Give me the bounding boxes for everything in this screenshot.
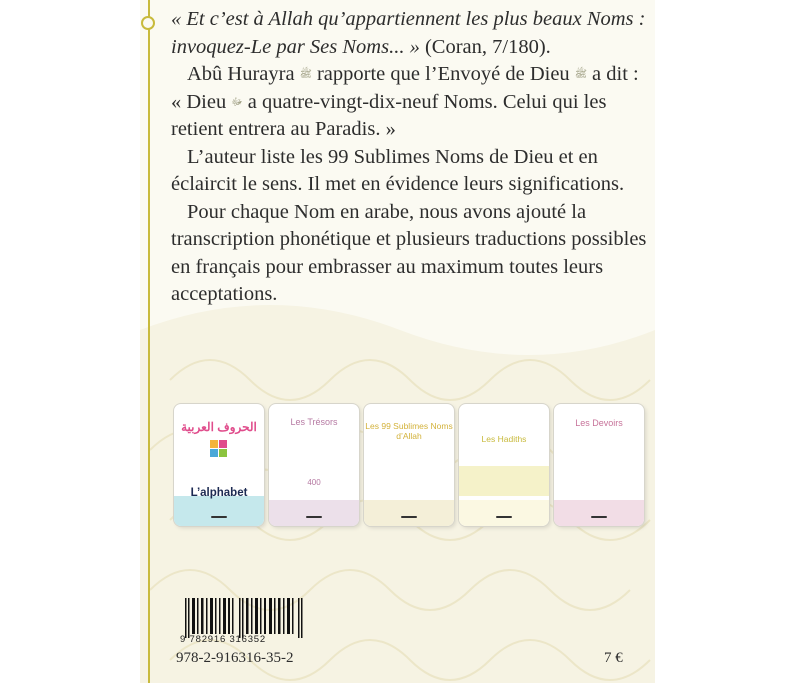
book-thumbnail-99-noms: [364, 404, 454, 526]
book-number: 400: [307, 478, 321, 487]
publisher-logo-icon: [591, 516, 607, 518]
book-arabic-title: الحروف العربية: [181, 420, 257, 434]
book-color-band: [554, 500, 644, 526]
publisher-logo-icon: [306, 516, 322, 518]
hadith-text: rapporte que l’Envoyé de Dieu: [311, 63, 570, 85]
book-title: Les Hadiths: [481, 434, 527, 444]
honorific-icon: ﷺ: [299, 69, 312, 80]
hadith-paragraph: [171, 61, 651, 144]
book-thumbnail-alphabet: [174, 404, 264, 526]
quran-quote: « Et c’est à Allah qu’appartiennent les plus beaux Noms : invoquez-Le par Ses Noms... »: [171, 8, 646, 58]
hadith-text: a dit : « Dieu: [171, 63, 639, 113]
book-series-thumbnails: [170, 404, 630, 529]
quran-reference: (Coran, 7/180).: [419, 35, 551, 58]
publisher-logo-icon: [496, 516, 512, 518]
book-thumbnail-tresors: [269, 404, 359, 526]
publisher-logo-icon: [211, 516, 227, 518]
book-title: Les Devoirs: [575, 418, 623, 428]
honorific-icon: ﷺ: [574, 69, 587, 80]
book-thumbnail-hadiths: [459, 404, 549, 526]
honorific-icon: ﷻ: [231, 96, 243, 108]
hadith-text: a quatre-vingt-dix-neuf Noms. Celui qui les retient entrera au Paradis. »: [171, 90, 607, 140]
barcode-icon: [183, 598, 305, 638]
quran-quote-paragraph: [171, 6, 651, 61]
book-thumbnail-devoirs: [554, 404, 644, 526]
book-color-block: [459, 466, 549, 496]
author-paragraph: L’auteur liste les 99 Sublimes Noms de Dieu et en éclaircit le sens. Il met en évidence leurs significations.: [171, 145, 625, 195]
book-color-band: [269, 500, 359, 526]
gold-vertical-rule: [148, 0, 150, 683]
ring-bullet-icon: [141, 16, 155, 30]
publisher-logo-icon: [401, 516, 417, 518]
back-cover-text: [171, 6, 651, 309]
book-color-band: [459, 500, 549, 526]
transcription-paragraph: Pour chaque Nom en arabe, nous avons ajouté la transcription phonétique et plusieurs traductions possibles en français pour embrasser au maximum toutes leurs acceptations.: [171, 200, 647, 305]
book-title: Les 99 Sublimes Noms d’Allah: [365, 421, 453, 441]
isbn: 978-2-916316-35-2: [176, 650, 294, 666]
book-title: L’alphabet: [190, 487, 248, 499]
book-title: Les Trésors: [290, 417, 338, 427]
book-color-band: [174, 496, 264, 526]
price: 7 €: [604, 650, 623, 666]
letter-tiles-icon: [210, 440, 228, 458]
barcode-digits: 9 782916 316352: [180, 634, 266, 645]
hadith-text: Abû Hurayra: [187, 63, 295, 85]
book-color-band: [364, 500, 454, 526]
